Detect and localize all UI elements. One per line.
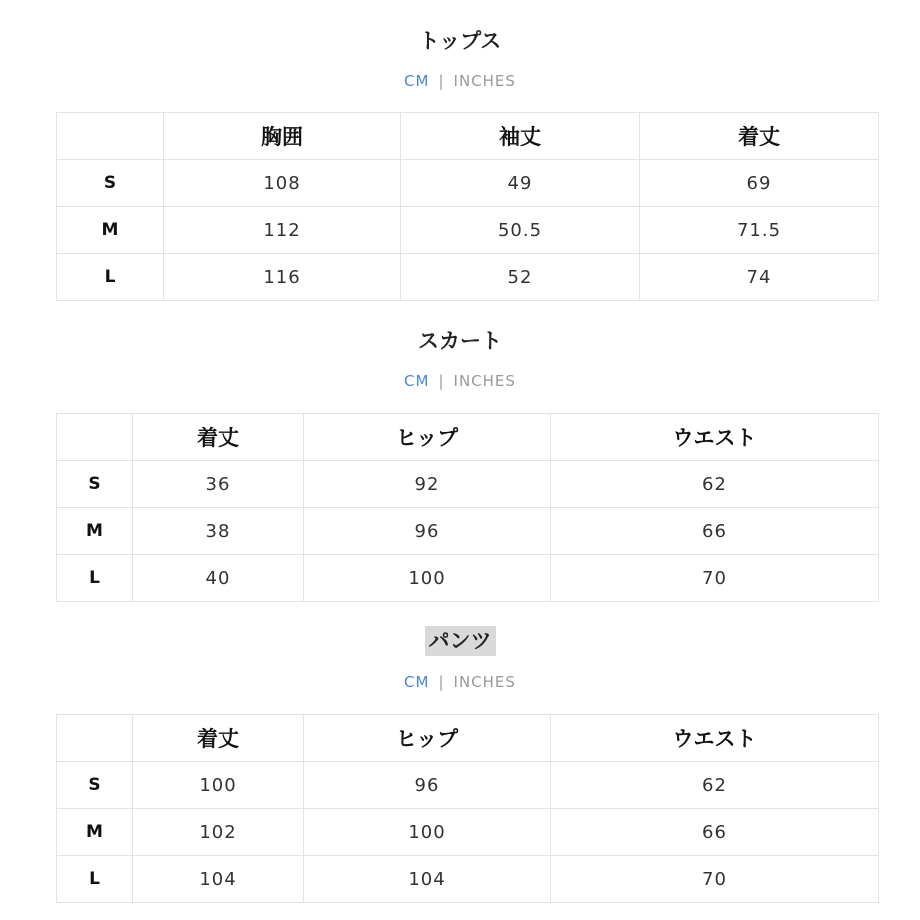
table-cell: 36 <box>133 461 304 508</box>
header-cell <box>57 113 164 160</box>
skirt-size-table <box>56 413 879 602</box>
table-cell: 92 <box>304 461 551 508</box>
size-label: M <box>57 207 164 254</box>
table-row <box>57 160 879 207</box>
skirt-unit-toggle <box>0 370 920 392</box>
header-cell: ウエスト <box>551 414 879 461</box>
header-cell: 着丈 <box>133 715 304 762</box>
unit-separator: | <box>438 673 445 691</box>
size-label: L <box>57 856 133 903</box>
header-cell <box>57 715 133 762</box>
table-cell: 66 <box>551 508 879 555</box>
table-row <box>57 856 879 903</box>
table-cell: 71.5 <box>640 207 879 254</box>
table-row <box>57 254 879 301</box>
size-label: L <box>57 254 164 301</box>
header-cell: ヒップ <box>304 414 551 461</box>
pants-size-table <box>56 714 879 903</box>
tops-unit-inches-link[interactable]: INCHES <box>453 72 516 90</box>
header-cell: 袖丈 <box>401 113 640 160</box>
skirt-unit-inches-link[interactable]: INCHES <box>453 372 516 390</box>
table-row <box>57 461 879 508</box>
table-cell: 38 <box>133 508 304 555</box>
header-cell: ウエスト <box>551 715 879 762</box>
table-cell: 104 <box>304 856 551 903</box>
header-cell: ヒップ <box>304 715 551 762</box>
table-cell: 100 <box>304 555 551 602</box>
table-row <box>57 762 879 809</box>
table-cell: 70 <box>551 856 879 903</box>
unit-separator: | <box>438 72 445 90</box>
table-cell: 74 <box>640 254 879 301</box>
table-row <box>57 207 879 254</box>
table-row <box>57 508 879 555</box>
table-header-row <box>57 414 879 461</box>
size-label: S <box>57 461 133 508</box>
tops-title: トップス <box>418 29 502 53</box>
table-cell: 96 <box>304 508 551 555</box>
unit-separator: | <box>438 372 445 390</box>
size-label: S <box>57 762 133 809</box>
table-cell: 108 <box>164 160 401 207</box>
table-cell: 66 <box>551 809 879 856</box>
tops-size-table <box>56 112 879 301</box>
table-cell: 116 <box>164 254 401 301</box>
table-cell: 102 <box>133 809 304 856</box>
table-cell: 70 <box>551 555 879 602</box>
tops-unit-toggle <box>0 70 920 92</box>
size-label: M <box>57 809 133 856</box>
table-cell: 100 <box>133 762 304 809</box>
size-label: M <box>57 508 133 555</box>
skirt-title: スカート <box>418 329 502 353</box>
header-cell: 着丈 <box>133 414 304 461</box>
pants-unit-cm-link[interactable]: CM <box>404 673 430 691</box>
table-cell: 104 <box>133 856 304 903</box>
table-cell: 40 <box>133 555 304 602</box>
table-cell: 62 <box>551 461 879 508</box>
table-cell: 50.5 <box>401 207 640 254</box>
size-label: S <box>57 160 164 207</box>
table-cell: 100 <box>304 809 551 856</box>
pants-title: パンツ <box>0 626 920 656</box>
table-cell: 69 <box>640 160 879 207</box>
skirt-unit-cm-link[interactable]: CM <box>404 372 430 390</box>
table-row <box>57 555 879 602</box>
pants-unit-inches-link[interactable]: INCHES <box>453 673 516 691</box>
table-cell: 96 <box>304 762 551 809</box>
table-cell: 52 <box>401 254 640 301</box>
header-cell: 胸囲 <box>164 113 401 160</box>
table-cell: 112 <box>164 207 401 254</box>
table-header-row <box>57 715 879 762</box>
table-row <box>57 809 879 856</box>
pants-unit-toggle <box>0 671 920 693</box>
table-cell: 62 <box>551 762 879 809</box>
size-label: L <box>57 555 133 602</box>
header-cell: 着丈 <box>640 113 879 160</box>
tops-unit-cm-link[interactable]: CM <box>404 72 430 90</box>
header-cell <box>57 414 133 461</box>
table-cell: 49 <box>401 160 640 207</box>
table-header-row <box>57 113 879 160</box>
